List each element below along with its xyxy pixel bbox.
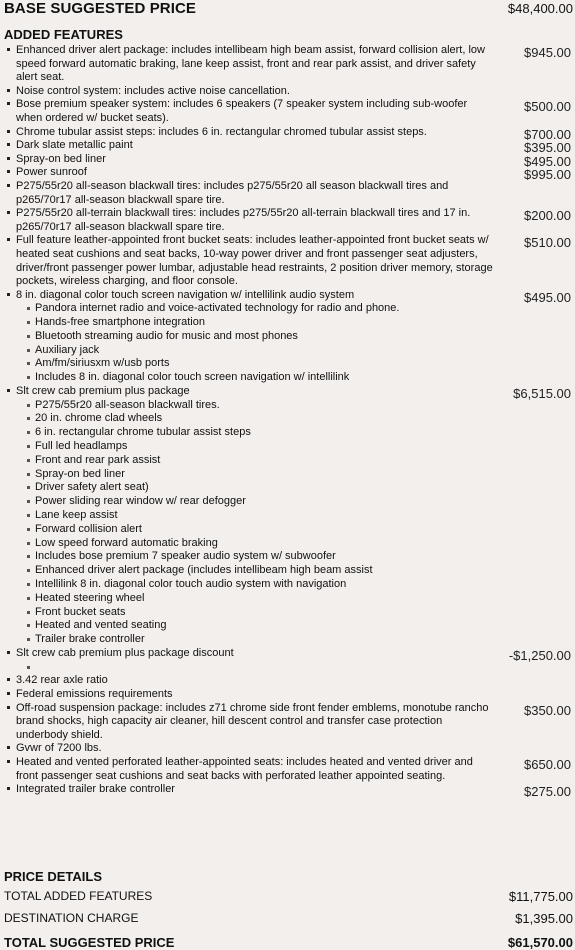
sub-bullet-icon <box>27 459 30 462</box>
feature-item <box>7 385 573 647</box>
feature-item <box>7 166 573 183</box>
bullet-icon <box>7 706 10 709</box>
sub-bullet-icon <box>27 555 30 558</box>
feature-description: Off-road suspension package: includes z71 chrome side front fender emblems, monotube rancho brand shocks, high capacity air cleaner, hill descent control and transfer case protection underbody shield. <box>16 701 489 741</box>
sub-feature-item <box>27 440 573 454</box>
bullet-icon <box>7 692 10 695</box>
sub-feature-text: Includes bose premium 7 speaker audio system w/ subwoofer <box>35 550 336 563</box>
feature-item <box>7 153 573 167</box>
feature-description: Full feature leather-appointed front bucket seats: includes leather-appointed front bucket seats w/ heated seat cushions and seat backs, 10-way power driver and front passenger seat adjusters, driver/front passenger power lumbar, adjustable head restraints, 2 position driver memory, storage pockets, wireless charging, and floor console. <box>16 234 493 288</box>
sub-feature-item <box>27 661 573 675</box>
sub-feature-text: Driver safety alert seat) <box>35 481 149 494</box>
sub-feature-item <box>27 481 573 495</box>
feature-price: $495.00 <box>524 153 571 169</box>
sub-bullet-icon <box>27 431 30 434</box>
sub-feature-text: Pandora internet radio and voice-activated technology for radio and phone. <box>35 302 400 315</box>
sub-bullet-icon <box>27 666 30 669</box>
feature-item <box>7 44 573 85</box>
sub-bullet-icon <box>27 445 30 448</box>
total-added-value: $11,775.00 <box>508 889 573 904</box>
feature-description: 8 in. diagonal color touch screen navigation w/ intellilink audio system <box>16 288 355 301</box>
sub-feature-item <box>27 537 573 551</box>
feature-item <box>7 783 573 800</box>
sub-feature-item <box>27 564 573 578</box>
feature-price: $275.00 <box>524 784 571 800</box>
feature-price: $945.00 <box>524 45 571 60</box>
sub-bullet-icon <box>27 307 30 310</box>
feature-item <box>7 139 573 156</box>
feature-item <box>7 647 573 674</box>
sub-bullet-icon <box>27 528 30 531</box>
sub-bullet-icon <box>27 376 30 379</box>
sub-feature-item <box>27 619 573 633</box>
sub-feature-item <box>27 495 573 509</box>
feature-price: $6,515.00 <box>513 386 571 402</box>
sub-feature-text: Front bucket seats <box>35 605 126 618</box>
feature-price: $995.00 <box>524 167 571 183</box>
sub-feature-item <box>27 633 573 647</box>
sub-bullet-icon <box>27 514 30 517</box>
added-features-title: ADDED FEATURES <box>4 27 123 42</box>
sub-feature-item <box>27 344 573 358</box>
feature-item <box>7 742 573 756</box>
sub-feature-item <box>27 371 573 385</box>
sub-feature-item <box>27 468 573 482</box>
feature-item <box>7 126 573 140</box>
sub-feature-text: Forward collision alert <box>35 522 142 535</box>
base-price-title: BASE SUGGESTED PRICE <box>4 0 197 17</box>
total-value: $61,570.00 <box>507 935 573 950</box>
feature-description: Heated and vented perforated leather-appointed seats: includes heated and vented driver and front passenger seat cushions and seat backs with perforated leather appointed seating. <box>16 755 473 782</box>
feature-item <box>7 98 573 125</box>
feature-item <box>7 85 573 99</box>
sub-feature-text: Heated steering wheel <box>35 591 145 604</box>
bullet-icon <box>7 787 10 790</box>
feature-list <box>0 44 575 800</box>
feature-item <box>7 289 573 385</box>
feature-description: Noise control system: includes active noise cancellation. <box>16 84 290 97</box>
sub-feature-text: Enhanced driver alert package (includes intellibeam high beam assist <box>35 564 373 577</box>
sub-feature-list <box>7 661 573 675</box>
feature-description: Spray-on bed liner <box>16 152 106 165</box>
bullet-icon <box>7 184 10 187</box>
sub-bullet-icon <box>27 597 30 600</box>
feature-price: $510.00 <box>524 235 571 251</box>
sub-feature-text <box>35 661 38 673</box>
sub-bullet-icon <box>27 583 30 586</box>
sub-feature-item <box>27 316 573 330</box>
sub-feature-item <box>27 550 573 564</box>
bullet-icon <box>7 130 10 133</box>
feature-description: Chrome tubular assist steps: includes 6 in. rectangular chromed tubular assist steps. <box>16 125 427 138</box>
bullet-icon <box>7 170 10 173</box>
sub-feature-text: Bluetooth streaming audio for music and most phones <box>35 329 298 342</box>
sub-feature-text: 6 in. rectangular chrome tubular assist steps <box>35 426 251 439</box>
sub-feature-item <box>27 412 573 426</box>
sub-feature-text: Spray-on bed liner <box>35 467 125 480</box>
feature-price: $495.00 <box>524 289 571 305</box>
bullet-icon <box>7 651 10 654</box>
sub-bullet-icon <box>27 569 30 572</box>
feature-item <box>7 688 573 702</box>
feature-price: $700.00 <box>524 126 571 142</box>
sub-feature-text: Am/fm/siriusxm w/usb ports <box>35 357 170 370</box>
feature-price: $500.00 <box>524 99 571 115</box>
sub-bullet-icon <box>27 321 30 324</box>
bullet-icon <box>7 238 10 241</box>
price-details-title: PRICE DETAILS <box>4 869 102 884</box>
sub-feature-text: Lane keep assist <box>35 509 118 522</box>
feature-price: $395.00 <box>524 140 571 156</box>
bullet-icon <box>7 746 10 749</box>
sub-bullet-icon <box>27 473 30 476</box>
bullet-icon <box>7 760 10 763</box>
feature-item <box>7 674 573 688</box>
sub-feature-item <box>27 578 573 592</box>
destination-value: $1,395.00 <box>515 911 573 926</box>
base-price-value: $48,400.00 <box>507 1 573 16</box>
sub-bullet-icon <box>27 335 30 338</box>
sub-bullet-icon <box>27 611 30 614</box>
sub-bullet-icon <box>27 404 30 407</box>
feature-description: Bose premium speaker system: includes 6 speakers (7 speaker system including sub-woofer when ordered w/ bucket seats). <box>16 98 468 124</box>
feature-description: Slt crew cab premium plus package discount <box>16 647 234 659</box>
sub-feature-text: Heated and vented seating <box>35 619 167 632</box>
sub-feature-text: Full led headlamps <box>35 440 128 453</box>
sub-feature-text: Intellilink 8 in. diagonal color touch audio system with navigation <box>35 578 347 591</box>
sub-feature-list <box>7 399 573 647</box>
total-label: TOTAL SUGGESTED PRICE <box>4 935 175 950</box>
feature-price: -$1,250.00 <box>508 648 571 663</box>
sub-bullet-icon <box>27 362 30 365</box>
feature-item <box>7 756 573 783</box>
sub-feature-text: 20 in. chrome clad wheels <box>35 412 163 425</box>
sub-feature-text: Hands-free smartphone integration <box>35 316 205 329</box>
feature-item <box>7 207 573 234</box>
feature-item <box>7 702 573 743</box>
sub-feature-item <box>27 606 573 620</box>
bullet-icon <box>7 143 10 146</box>
feature-price: $350.00 <box>524 702 571 718</box>
feature-description: Gvwr of 7200 lbs. <box>16 742 102 755</box>
sub-feature-text: Low speed forward automatic braking <box>35 536 218 549</box>
sub-feature-item <box>27 302 573 316</box>
sub-feature-item <box>27 592 573 606</box>
feature-price: $200.00 <box>524 208 571 224</box>
feature-description: Power sunroof <box>16 166 87 179</box>
bullet-icon <box>7 102 10 105</box>
sub-feature-text: Front and rear park assist <box>35 453 161 466</box>
sub-feature-item <box>27 426 573 440</box>
feature-description: Integrated trailer brake controller <box>16 783 175 796</box>
bullet-icon <box>7 293 10 296</box>
destination-label: DESTINATION CHARGE <box>4 911 139 925</box>
feature-description: P275/55r20 all-terrain blackwall tires: includes p275/55r20 all-terrain blackwall tires and 17 in. p265/70r17 all-season blackwall spare tire. <box>16 207 471 233</box>
sub-bullet-icon <box>27 638 30 641</box>
bullet-icon <box>7 211 10 214</box>
sub-bullet-icon <box>27 542 30 545</box>
sub-feature-item <box>27 454 573 468</box>
sub-feature-text: Auxiliary jack <box>35 343 100 356</box>
sub-feature-list <box>7 302 573 385</box>
feature-item <box>7 180 573 207</box>
sub-bullet-icon <box>27 417 30 420</box>
feature-description: P275/55r20 all-season blackwall tires: includes p275/55r20 all season blackwall tires and p265/70r17 all-season blackwall spare tire. <box>16 179 449 206</box>
base-price-row <box>4 0 573 18</box>
feature-item <box>7 234 573 288</box>
sub-feature-text: Trailer brake controller <box>35 633 145 646</box>
bullet-icon <box>7 678 10 681</box>
sub-feature-text: P275/55r20 all-season blackwall tires. <box>35 398 220 411</box>
bullet-icon <box>7 157 10 160</box>
bullet-icon <box>7 48 10 51</box>
feature-price: $650.00 <box>524 756 571 772</box>
feature-description: 3.42 rear axle ratio <box>16 674 108 687</box>
sub-bullet-icon <box>27 500 30 503</box>
sub-feature-text: Includes 8 in. diagonal color touch screen navigation w/ intellilink <box>35 371 350 384</box>
bullet-icon <box>7 389 10 392</box>
feature-description: Federal emissions requirements <box>16 687 173 700</box>
sub-bullet-icon <box>27 486 30 489</box>
feature-description: Dark slate metallic paint <box>16 139 133 152</box>
sub-feature-item <box>27 399 573 413</box>
feature-description: Slt crew cab premium plus package <box>16 385 190 398</box>
sub-feature-item <box>27 509 573 523</box>
sub-bullet-icon <box>27 349 30 352</box>
sub-feature-item <box>27 357 573 371</box>
sub-bullet-icon <box>27 624 30 627</box>
sub-feature-item <box>27 523 573 537</box>
total-added-label: TOTAL ADDED FEATURES <box>4 889 153 903</box>
bullet-icon <box>7 89 10 92</box>
sub-feature-item <box>27 330 573 344</box>
sub-feature-text: Power sliding rear window w/ rear defogger <box>35 495 246 508</box>
feature-description: Enhanced driver alert package: includes intellibeam high beam assist, forward collision alert, low speed forward automatic braking, lane keep assist, front and rear park assist, and driver safety alert seat. <box>16 44 485 84</box>
